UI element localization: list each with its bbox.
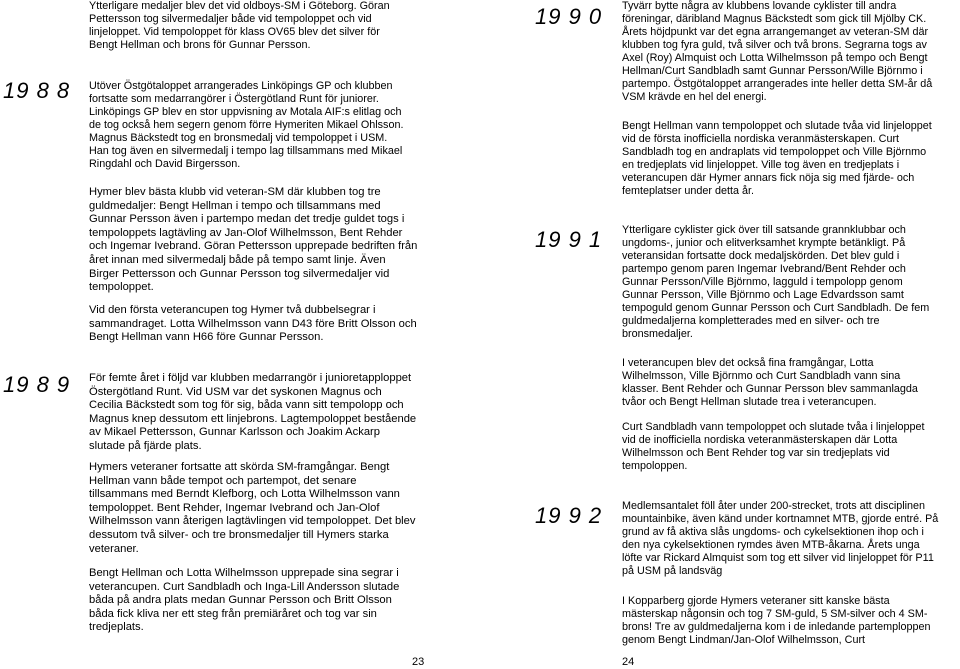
paragraph-1991-nordiska: Curt Sandbladh vann tempoloppet och slutade tvåa i linjeloppet vid de inofficiella nordiska veteranmästerskapen där Lotta Wilhelmsson och Bent Rehder tog var sin tredjeplats vid tempoloppen. xyxy=(622,421,925,472)
paragraph-1992-medlemsantal: Medlemsantalet föll åter under 200-strecket, trots att disciplinen mountainbike, även känd under kortnamnet MTB, gjorde entré. På grund av få aktiva slås ungdoms- och cykelsektionen ihop och i den nya cykelsektionen rymdes även MTB-åkarna. Årets unga löfte var Rickard Almquist som tog ett silver vid linjeloppet för P11 på USM på landsväg xyxy=(622,500,939,577)
paragraph-1992-kopparberg: I Kopparberg gjorde Hymers veteraner sitt kanske bästa mästerskap någonsin och tog 7 SM-guld, 5 SM-silver och 4 SM- brons! Tre av guldmedaljerna kom i de inledande partemploppen genom Bengt Lindman/Jan-Olof Wilhelmsson, Curt xyxy=(622,595,931,646)
paragraph-1988-veteran-sm: Hymer blev bästa klubb vid veteran-SM där klubben tog tre guldmedaljer: Bengt Hellman i tempo och tillsammans med Gunnar Persson även i partempo medan det tredje guldet togs i tempoloppets lagtävling av Jan-Olof Wilhelmsson, Bent Rehder och Ingemar Ivebrand. Göran Pettersson upprepade bedriften från året innan med silvermedalj både på tempo samt linje. Även Birger Pettersson och Gunnar Persson tog silvermedaljer vid tempoloppet. xyxy=(89,186,418,294)
year-heading-1989: 19 8 9 xyxy=(3,372,71,397)
paragraph-oldboys-sm: Ytterligare medaljer blev det vid oldboys-SM i Göteborg. Göran Pettersson tog silvermedaljer både vid tempoloppet och vid linjeloppet. Vid tempoloppet för klass OV65 blev det silver för Bengt Hellman och brons för Gunnar Persson. xyxy=(89,0,390,51)
paragraph-1989-veterancupen: Bengt Hellman och Lotta Wilhelmsson upprepade sina segrar i veterancupen. Curt Sandbladh och Inga-Lill Andersson slutade båda på andra plats medan Gunnar Persson och Britt Olsson båda fick kliva ner ett steg från premiäråret och tog var sin tredjeplats. xyxy=(89,567,400,634)
year-heading-1991: 19 9 1 xyxy=(535,227,603,252)
year-heading-1990: 19 9 0 xyxy=(535,4,603,29)
year-heading-1988: 19 8 8 xyxy=(3,78,71,103)
page-number-left: 23 xyxy=(412,656,425,668)
paragraph-1991-medaljskord: Ytterligare cyklister gick över till satsande grannklubbar och ungdoms-, junior och elitverksamhet krympte betänkligt. På veteransidan fortsatte dock medaljskörden. Det blev guld i partempo genom paren Ingemar Ivebrand/Bent Rehder och Gunnar Persson/Ville Björnmo, lagguld i tempolopp genom Gunnar Persson, Ville Björnmo och Lage Edvardsson samt tempoguld genom Gunnar Persson och Curt Sandbladh. De fem guldmedaljerna kompletterades med en silver- och tre bronsmedaljer. xyxy=(622,224,930,340)
paragraph-1988-veterancupen: Vid den första veterancupen tog Hymer två dubbelsegrar i sammandraget. Lotta Wilhelmsson vann D43 före Britt Olsson och Bengt Hellman vann H66 före Gunnar Persson. xyxy=(89,304,417,344)
paragraph-1990-nordiska: Bengt Hellman vann tempoloppet och slutade tvåa vid linjeloppet vid de första inofficiella nordiska veranmästerskapen. Curt Sandbladh tog en andraplats vid tempoloppet och Ville Björnmo en tredjeplats vid linjeloppet. Ville tog även en tredjeplats i veterancupen där Hymer annars fick nöja sig med fjärde- och femteplatser under detta år. xyxy=(622,120,932,197)
paragraph-1989-veteraner-sm: Hymers veteraner fortsatte att skörda SM-framgångar. Bengt Hellman vann både tempot och partempot, det senare tillsammans med Berndt Klefborg, och Lotta Wilhelmsson vann tempoloppet. Bent Rehder, Ingemar Ivebrand och Jan-Olof Wilhelmsson vann återigen lagtävlingen vid tempoloppet. Det blev dessutom två silver- och tre bronsmedaljer till Hymers starka veteraner. xyxy=(89,461,416,555)
paragraph-1990-veteran-sm: Tyvärr bytte några av klubbens lovande cyklister till andra föreningar, däribland Magnus Bäckstedt som gick till Mjölby CK. Årets höjdpunkt var det egna arrangemanget av veteran-SM där klubben tog fyra guld, två silver och två brons. Segrarna togs av Axel (Roy) Almquist och Lotta Wilhelmsson på tempo och Bengt Hellman/Curt Sandbladh samt Gunnar Persson/Wille Björnmo i partempo. Östgötaloppet arrangerades inte heller detta SM-år då VSM krävde en hel del energi. xyxy=(622,0,933,103)
year-heading-1992: 19 9 2 xyxy=(535,503,603,528)
page-number-right: 24 xyxy=(622,656,635,668)
paragraph-1988-linkopings-gp: Utöver Östgötaloppet arrangerades Linköpings GP och klubben fortsatte som medarrangörer i Östergötland Runt för juniorer. Linköpings GP blev en stor uppvisning av Motala AIF:s elitlag och de tog också hem segern genom förre Hymeriten Mikael Ohlsson. Magnus Bäckstedt tog en bronsmedalj vid tempoloppet i USM. Han tog även en silvermedalj i tempo lag tillsammans med Mikael Ringdahl och David Birgersson. xyxy=(89,80,404,170)
paragraph-1989-ostergotland-runt: För femte året i följd var klubben medarrangör i junioretapploppet Östergötland Runt. Vid USM var det syskonen Magnus och Cecilia Bäckstedt som tog för sig, båda vann sitt tempolopp och Magnus knep dessutom ett linjebrons. Lagtempoloppet bestående av Mikael Pettersson, Gunnar Karlsson och Joakim Ackarp slutade på fjärde plats. xyxy=(89,372,417,452)
paragraph-1991-veterancupen: I veterancupen blev det också fina framgångar, Lotta Wilhelmsson, Ville Björnmo och Curt Sandbladh vann sina klasser. Bent Rehder och Gunnar Persson blev sammanlagda tvåor och Bengt Hellman slutade trea i veterancupen. xyxy=(622,357,918,408)
